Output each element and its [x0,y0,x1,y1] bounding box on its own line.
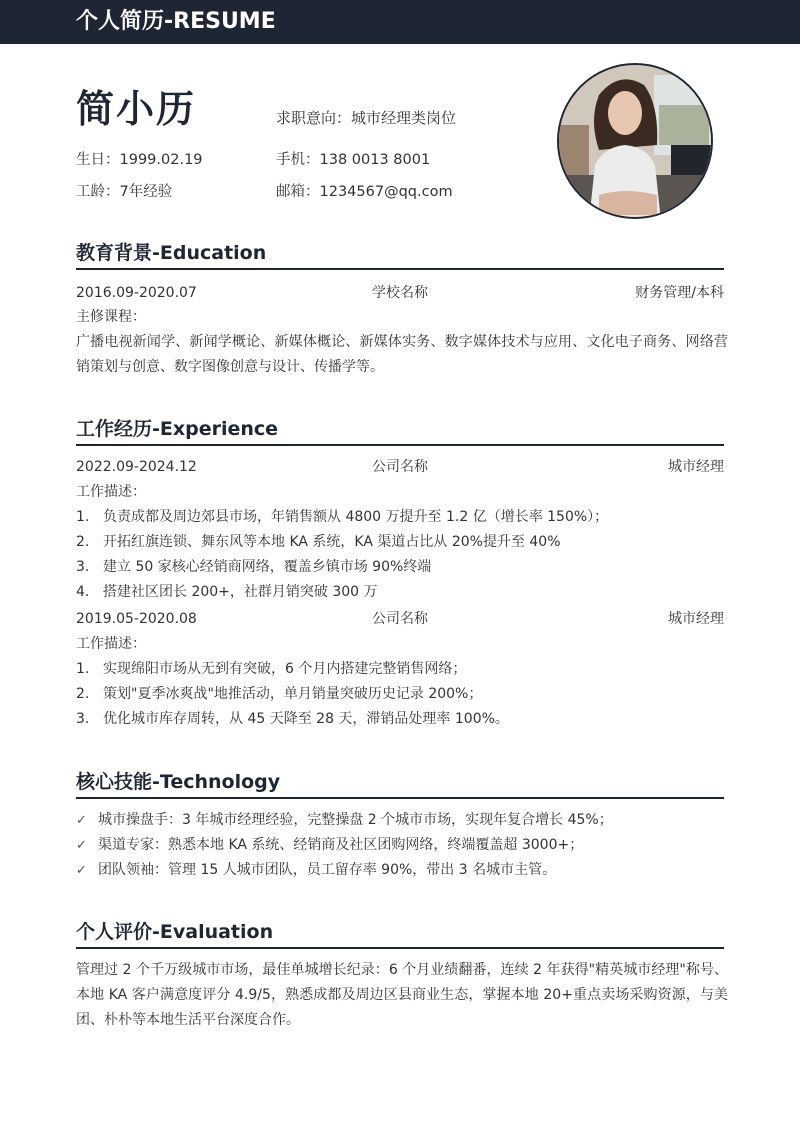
job-bullet [76,505,608,530]
bullet-text: 实现绵阳市场从无到有突破，6 个月内搭建完整销售网络； [103,661,467,677]
email: 邮箱：1234567@qq.com [276,184,453,200]
job-period: 2022.09-2024.12 [76,459,197,475]
bullet-text: 开拓红旗连锁、舞东风等本地 KA 系统，KA 渠道占比从 20%提升至 40% [103,534,561,550]
evaluation-text: 管理过 2 个千万级城市市场，最佳单城增长纪录：6 个月业绩翻番，连续 2 年获得"精英城市经理"称号、本地 KA 客户满意度评分 4.9/5，熟悉成都及周边区县商业生态，掌握本地 20+重点卖场采购资源，与美团、朴朴等本地生活平台深度合作。 [76,962,728,1028]
job-intent: 求职意向：城市经理类岗位 [276,109,457,127]
education-period: 2016.09-2020.07 [76,285,197,301]
experience-divider [76,444,724,446]
job-bullet [76,580,378,605]
portrait-image [559,65,713,219]
check-icon: ✓ [76,813,87,828]
bullet-number: 4. [76,584,90,600]
bullet-number: 3. [76,559,90,575]
bullet-text: 搭建社区团长 200+，社群月销突破 300 万 [103,584,378,600]
phone: 手机：138 0013 8001 [276,152,431,168]
resume-title: 个人简历-RESUME [76,9,276,34]
experience-section-title: 工作经历-Experience [76,418,279,440]
job-period: 2019.05-2020.08 [76,611,197,627]
courses-text: 广播电视新闻学、新闻学概论、新媒体概论、新媒体实务、数字媒体技术与应用、文化电子商务、网络营销策划与创意、数字图像创意与设计、传播学等。 [76,334,728,375]
bullet-number: 1. [76,661,90,677]
bullet-number: 1. [76,509,90,525]
job-bullet [76,707,509,732]
bullet-text: 建立 50 家核心经销商网络，覆盖乡镇市场 90%终端 [103,559,432,575]
job-bullet [76,682,482,707]
major-degree: 财务管理/本科 [635,285,724,301]
skill-text: 城市操盘手：3 年城市经理经验，完整操盘 2 个城市市场，实现年复合增长 45%； [98,812,613,828]
bullet-text: 策划"夏季冰爽战"地推活动，单月销量突破历史记录 200%； [103,686,483,702]
skill-item [76,808,613,833]
bullet-number: 2. [76,686,90,702]
candidate-name: 简小历 [76,87,197,131]
skill-item [76,858,556,883]
skill-text: 渠道专家：熟悉本地 KA 系统、经销商及社区团购网络，终端覆盖超 3000+； [98,837,584,853]
education-row [76,283,724,303]
education-section-title: 教育背景-Education [76,242,267,264]
skills-divider [76,797,724,799]
birthday: 生日：1999.02.19 [76,152,203,168]
job-desc-label: 工作描述： [76,636,146,652]
check-icon: ✓ [76,863,87,878]
job-role: 城市经理 [668,611,724,627]
job-desc-label: 工作描述： [76,484,146,500]
bullet-number: 3. [76,711,90,727]
school-name: 学校名称 [372,285,428,301]
skill-text: 团队领袖：管理 15 人城市团队，员工留存率 90%，带出 3 名城市主管。 [98,862,557,878]
job-row [76,457,724,477]
courses-label: 主修课程： [76,309,146,325]
evaluation-section-title: 个人评价-Evaluation [76,921,274,943]
profile-photo [557,63,713,219]
skill-item [76,833,583,858]
evaluation-divider [76,947,724,949]
header-bar [0,0,800,44]
bullet-text: 负责成都及周边郊县市场，年销售额从 4800 万提升至 1.2 亿（增长率 150%）； [103,509,609,525]
education-divider [76,268,724,270]
bullet-text: 优化城市库存周转，从 45 天降至 28 天，滞销品处理率 100%。 [103,711,509,727]
job-row [76,609,724,629]
bullet-number: 2. [76,534,90,550]
check-icon: ✓ [76,838,87,853]
job-role: 城市经理 [668,459,724,475]
job-bullet [76,530,561,555]
company-name: 公司名称 [372,459,428,475]
work-years: 工龄：7年经验 [76,184,173,200]
skills-section-title: 核心技能-Technology [76,771,281,793]
job-bullet [76,555,431,580]
job-bullet [76,657,466,682]
company-name: 公司名称 [372,611,428,627]
